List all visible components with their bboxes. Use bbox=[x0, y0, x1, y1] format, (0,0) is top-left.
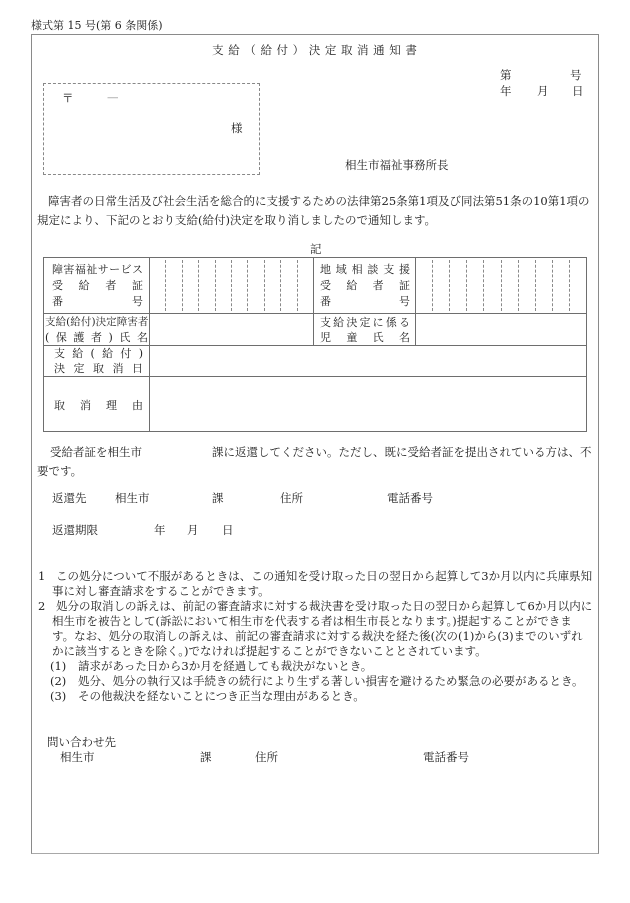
contact-address: 住所 bbox=[255, 750, 278, 764]
recipient-name-label bbox=[44, 314, 149, 345]
sub-note-number: (3) bbox=[50, 689, 67, 703]
digit-divider bbox=[449, 260, 450, 311]
digit-divider bbox=[569, 260, 570, 311]
label-line: 決定取消日 bbox=[54, 362, 143, 375]
label-line: 支給(給付) bbox=[54, 347, 143, 360]
postal-code-dash: — bbox=[107, 90, 119, 104]
recipient-address-box bbox=[43, 83, 260, 175]
recipient-name-field bbox=[150, 314, 313, 345]
community-cert-number-field bbox=[415, 258, 586, 313]
cancel-date-field bbox=[150, 346, 586, 376]
return-deadline-month: 月 bbox=[187, 523, 199, 537]
digit-divider bbox=[483, 260, 484, 311]
digit-divider bbox=[297, 260, 298, 311]
document-title: 支給（給付）決定取消通知書 bbox=[212, 43, 422, 57]
sub-note-text: その他裁決を経ないことにつき正当な理由があるとき。 bbox=[78, 689, 365, 703]
issue-date-day: 日 bbox=[572, 84, 584, 98]
label-line: 地域相談支援 bbox=[320, 263, 410, 276]
return-deadline-year: 年 bbox=[154, 523, 166, 537]
digit-divider bbox=[552, 260, 553, 311]
digit-divider bbox=[182, 260, 183, 311]
digit-divider bbox=[247, 260, 248, 311]
issuer-name: 相生市福祉事務所長 bbox=[345, 158, 449, 172]
cancel-reason-field bbox=[150, 377, 586, 431]
issue-date-month: 月 bbox=[537, 84, 549, 98]
return-notice-part-b: 課に返還してください。ただし、既に受給者証を提出されている方は、不 bbox=[212, 445, 592, 459]
child-name-field bbox=[416, 314, 586, 345]
digit-divider bbox=[432, 260, 433, 311]
label-line: 受給者証 bbox=[52, 279, 143, 292]
cancel-reason-label bbox=[44, 377, 149, 431]
contact-label: 問い合わせ先 bbox=[47, 735, 116, 749]
note-line: 相生市を被告として(訴訟において相生市を代表する者は相生市長となります。)提起することができま bbox=[52, 614, 572, 628]
contact-phone: 電話番号 bbox=[423, 750, 469, 764]
contact-section: 課 bbox=[200, 750, 212, 764]
label-line: 受給者証 bbox=[320, 279, 410, 292]
digit-divider bbox=[198, 260, 199, 311]
label-line: 番号 bbox=[52, 295, 143, 308]
note-line: す。なお、処分の取消しの訴えは、前記の審査請求に対する裁決を経た後(次の(1)から(3)までのいずれ bbox=[52, 629, 583, 643]
issue-date-year: 年 bbox=[500, 84, 512, 98]
return-to-phone: 電話番号 bbox=[387, 491, 433, 505]
digit-divider bbox=[165, 260, 166, 311]
note-number: 2 bbox=[38, 599, 46, 613]
note-line: 処分の取消しの訴えは、前記の審査請求に対する裁決書を受け取った日の翌日から起算して6か月以内に bbox=[56, 599, 593, 613]
return-deadline-day: 日 bbox=[222, 523, 234, 537]
doc-number-suffix: 号 bbox=[570, 68, 582, 82]
digit-divider bbox=[264, 260, 265, 311]
honorific-sama: 様 bbox=[231, 121, 243, 135]
welfare-cert-number-field bbox=[149, 258, 313, 313]
doc-number-prefix: 第 bbox=[500, 68, 512, 82]
digit-divider bbox=[501, 260, 502, 311]
return-to-section: 課 bbox=[212, 491, 224, 505]
label-line: 障害福祉サービス bbox=[52, 263, 143, 276]
return-notice-part-a: 受給者証を相生市 bbox=[50, 445, 142, 459]
label-line: 取消理由 bbox=[54, 399, 143, 412]
label-line: 児童氏名 bbox=[320, 331, 410, 344]
label-line: 支給決定に係る bbox=[320, 316, 410, 329]
return-notice-line-2: 要です。 bbox=[37, 464, 83, 478]
sub-note-number: (2) bbox=[50, 674, 67, 688]
digit-divider bbox=[280, 260, 281, 311]
return-deadline-label: 返還期限 bbox=[52, 523, 98, 537]
intro-line-2: 規定により、下記のとおり支給(給付)決定を取り消しましたので通知します。 bbox=[37, 213, 437, 227]
contact-city: 相生市 bbox=[60, 750, 95, 764]
welfare-cert-number-label bbox=[44, 258, 149, 313]
form-number: 様式第 15 号(第 6 条関係) bbox=[31, 19, 163, 32]
note-line: 事に対し審査請求をすることができます。 bbox=[52, 584, 270, 598]
postal-mark-icon: 〒 bbox=[62, 91, 74, 105]
digit-divider bbox=[231, 260, 232, 311]
cancel-date-label bbox=[44, 346, 149, 376]
note-line: かに該当するときを除く。)でなければ提起することができないこととされています。 bbox=[52, 644, 487, 658]
return-to-label: 返還先 bbox=[52, 491, 87, 505]
note-line: この処分について不服があるときは、この通知を受け取った日の翌日から起算して3か月以内に兵庫県知 bbox=[56, 569, 593, 583]
sub-note-text: 請求があった日から3か月を経過しても裁決がないとき。 bbox=[78, 659, 373, 673]
sub-note-text: 処分、処分の執行又は手続きの続行により生ずる著しい損害を避けるため緊急の必要があるとき。 bbox=[78, 674, 584, 688]
child-name-label bbox=[314, 314, 415, 345]
ki-heading: 記 bbox=[310, 242, 322, 256]
digit-divider bbox=[466, 260, 467, 311]
label-line: (保護者)氏名 bbox=[45, 331, 148, 344]
digit-divider bbox=[518, 260, 519, 311]
digit-divider bbox=[215, 260, 216, 311]
note-number: 1 bbox=[38, 569, 46, 583]
community-cert-number-label bbox=[314, 258, 415, 313]
label-line: 支給(給付)決定障害者 bbox=[45, 316, 148, 328]
return-to-address: 住所 bbox=[280, 491, 303, 505]
label-line: 番号 bbox=[320, 295, 410, 308]
sub-note-number: (1) bbox=[50, 659, 67, 673]
return-to-city: 相生市 bbox=[115, 491, 150, 505]
details-table bbox=[43, 257, 587, 432]
digit-divider bbox=[535, 260, 536, 311]
intro-line-1: 障害者の日常生活及び社会生活を総合的に支援するための法律第25条第1項及び同法第51条の10第1項の bbox=[48, 194, 590, 208]
